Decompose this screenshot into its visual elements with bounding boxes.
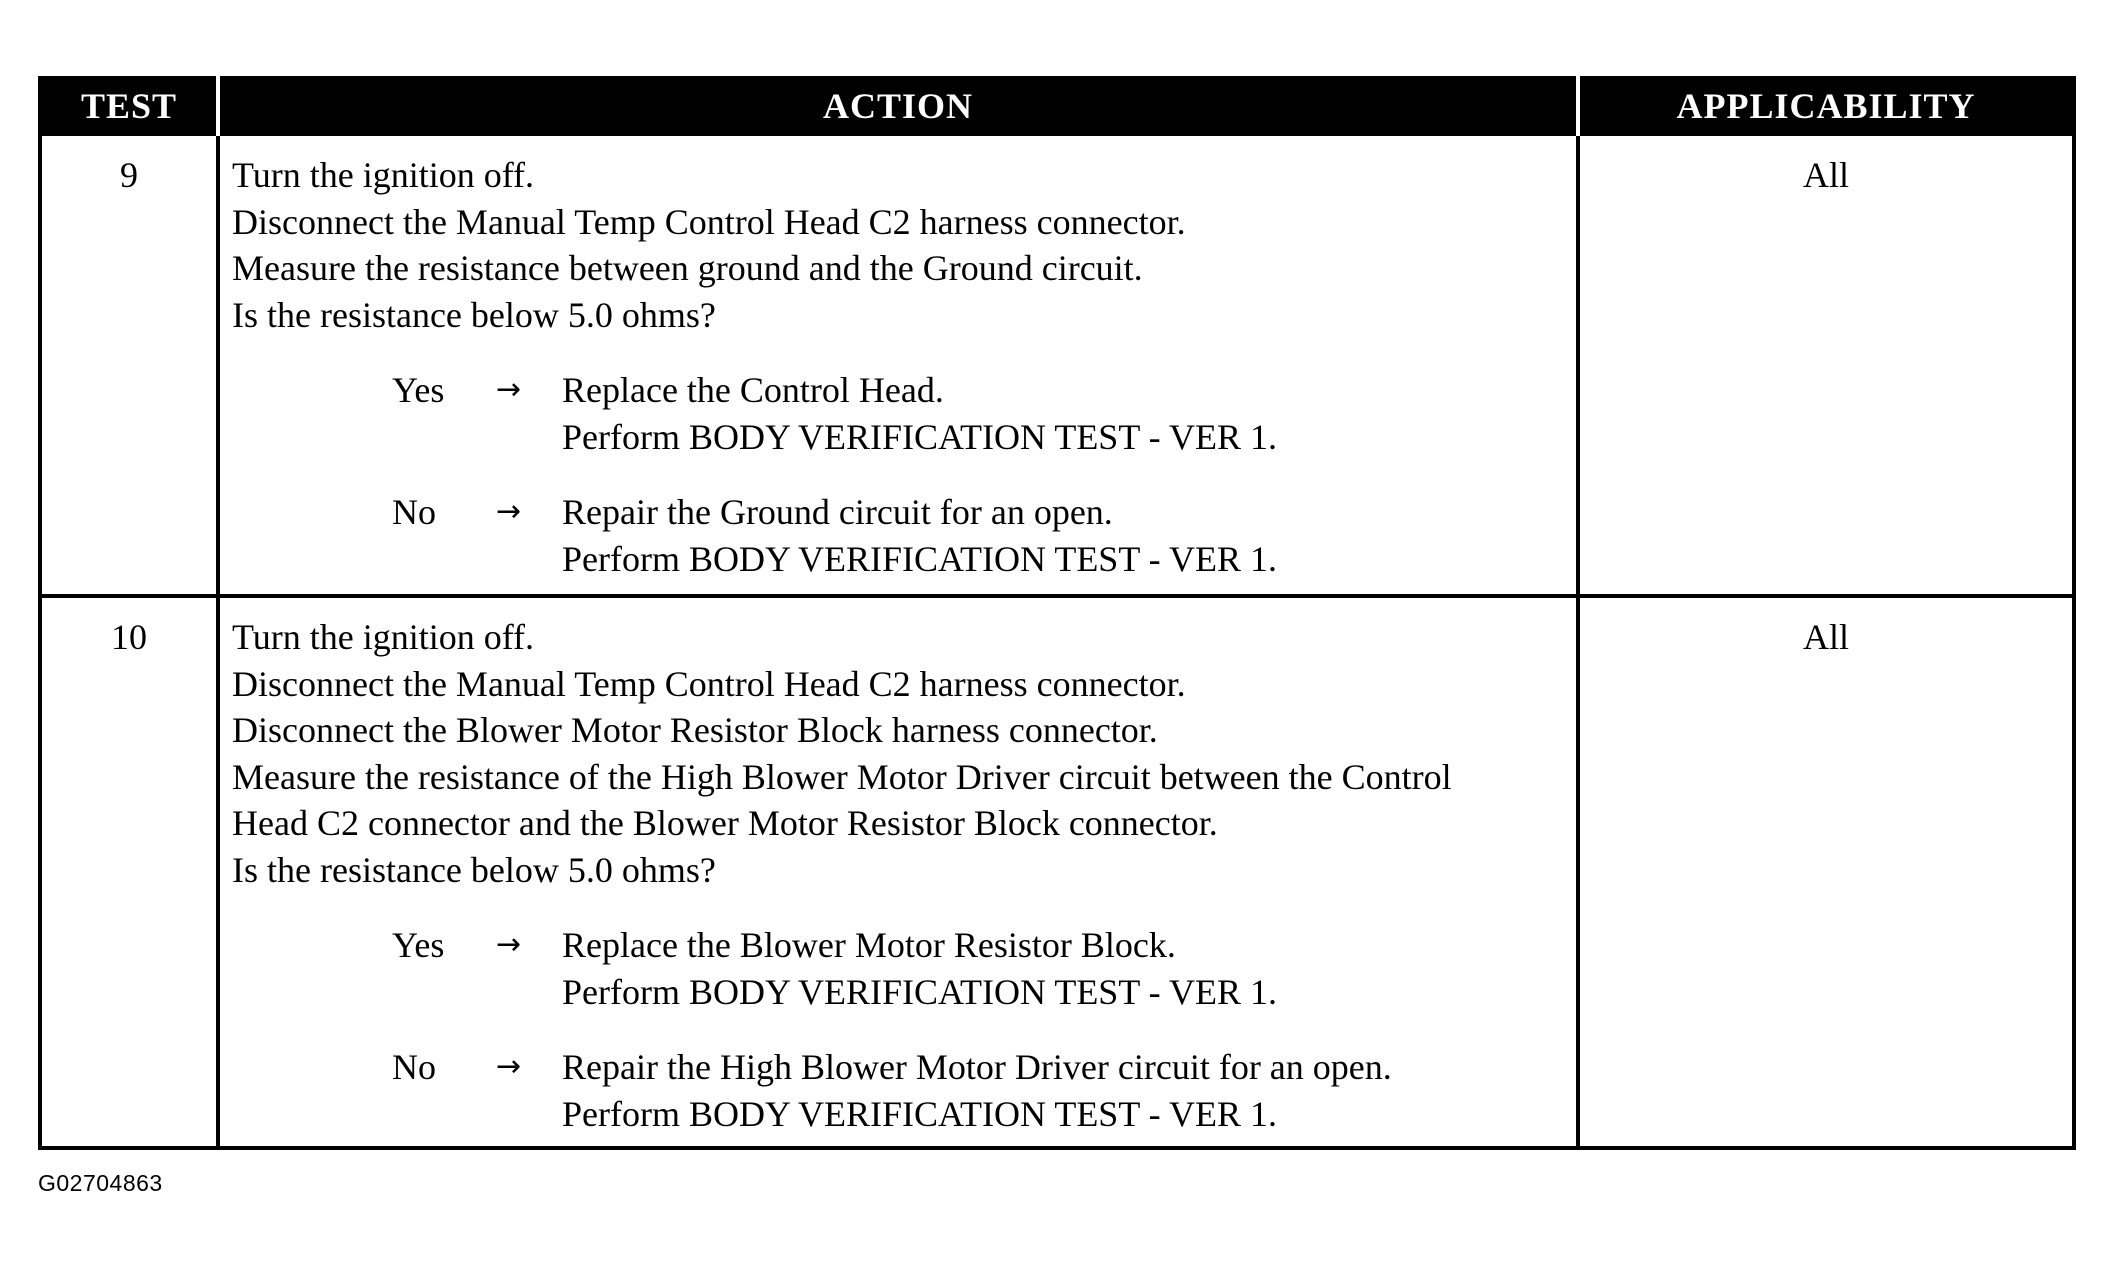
- result-line: Replace the Blower Motor Resistor Block.: [562, 925, 1176, 965]
- action-steps: [232, 614, 1576, 893]
- result-line: Perform BODY VERIFICATION TEST - VER 1.: [562, 538, 1278, 579]
- test-number: 10: [40, 596, 218, 1148]
- result-no: [232, 489, 1576, 582]
- action-step: Measure the resistance of the High Blower Motor Driver circuit between the Control: [232, 756, 1452, 797]
- action-steps: [232, 152, 1576, 338]
- result-line: Repair the Ground circuit for an open.: [562, 492, 1113, 532]
- action-step: Turn the ignition off.: [232, 617, 535, 657]
- test-number: 9: [40, 134, 218, 596]
- action-step: Disconnect the Manual Temp Control Head C2 harness connector.: [232, 201, 1186, 242]
- table-header-row: [40, 78, 2074, 134]
- action-question: Is the resistance below 5.0 ohms?: [232, 849, 716, 890]
- header-applicability: APPLICABILITY: [1578, 78, 2074, 134]
- result-line: Perform BODY VERIFICATION TEST - VER 1.: [562, 416, 1278, 457]
- right-arrow-icon: →: [496, 494, 522, 529]
- result-no-text: [562, 1044, 1576, 1137]
- action-step: Disconnect the Blower Motor Resistor Block harness connector.: [232, 710, 1158, 750]
- result-yes-text: [562, 367, 1576, 460]
- result-line: Perform BODY VERIFICATION TEST - VER 1.: [562, 971, 1278, 1012]
- result-no-label: No: [392, 492, 436, 532]
- figure-id: G02704863: [38, 1170, 163, 1196]
- table-row-test-9: [40, 134, 2074, 596]
- result-yes-label: Yes: [392, 925, 445, 965]
- action-step: Turn the ignition off.: [232, 155, 535, 195]
- result-line: Replace the Control Head.: [562, 370, 944, 410]
- right-arrow-icon: →: [496, 372, 522, 407]
- applicability-cell: All: [1578, 134, 2074, 596]
- result-no: [232, 1044, 1576, 1137]
- action-step: Measure the resistance between ground and the Ground circuit.: [232, 248, 1143, 288]
- action-step: Head C2 connector and the Blower Motor Resistor Block connector.: [232, 803, 1218, 843]
- result-line: Perform BODY VERIFICATION TEST - VER 1.: [562, 1093, 1278, 1134]
- action-question: Is the resistance below 5.0 ohms?: [232, 294, 716, 335]
- result-yes-label: Yes: [392, 370, 445, 410]
- action-cell: [218, 134, 1578, 596]
- header-action: ACTION: [218, 78, 1578, 134]
- result-yes-text: [562, 922, 1576, 1015]
- header-test: TEST: [40, 78, 218, 134]
- right-arrow-icon: →: [496, 1049, 522, 1084]
- result-yes: [232, 367, 1576, 460]
- action-step: Disconnect the Manual Temp Control Head C2 harness connector.: [232, 663, 1186, 704]
- diagnostic-test-table: [38, 76, 2076, 1150]
- applicability-cell: All: [1578, 596, 2074, 1148]
- right-arrow-icon: →: [496, 927, 522, 962]
- result-line: Repair the High Blower Motor Driver circuit for an open.: [562, 1047, 1392, 1087]
- action-cell: [218, 596, 1578, 1148]
- result-yes: [232, 922, 1576, 1015]
- result-no-label: No: [392, 1047, 436, 1087]
- table-row-test-10: [40, 596, 2074, 1148]
- result-no-text: [562, 489, 1576, 582]
